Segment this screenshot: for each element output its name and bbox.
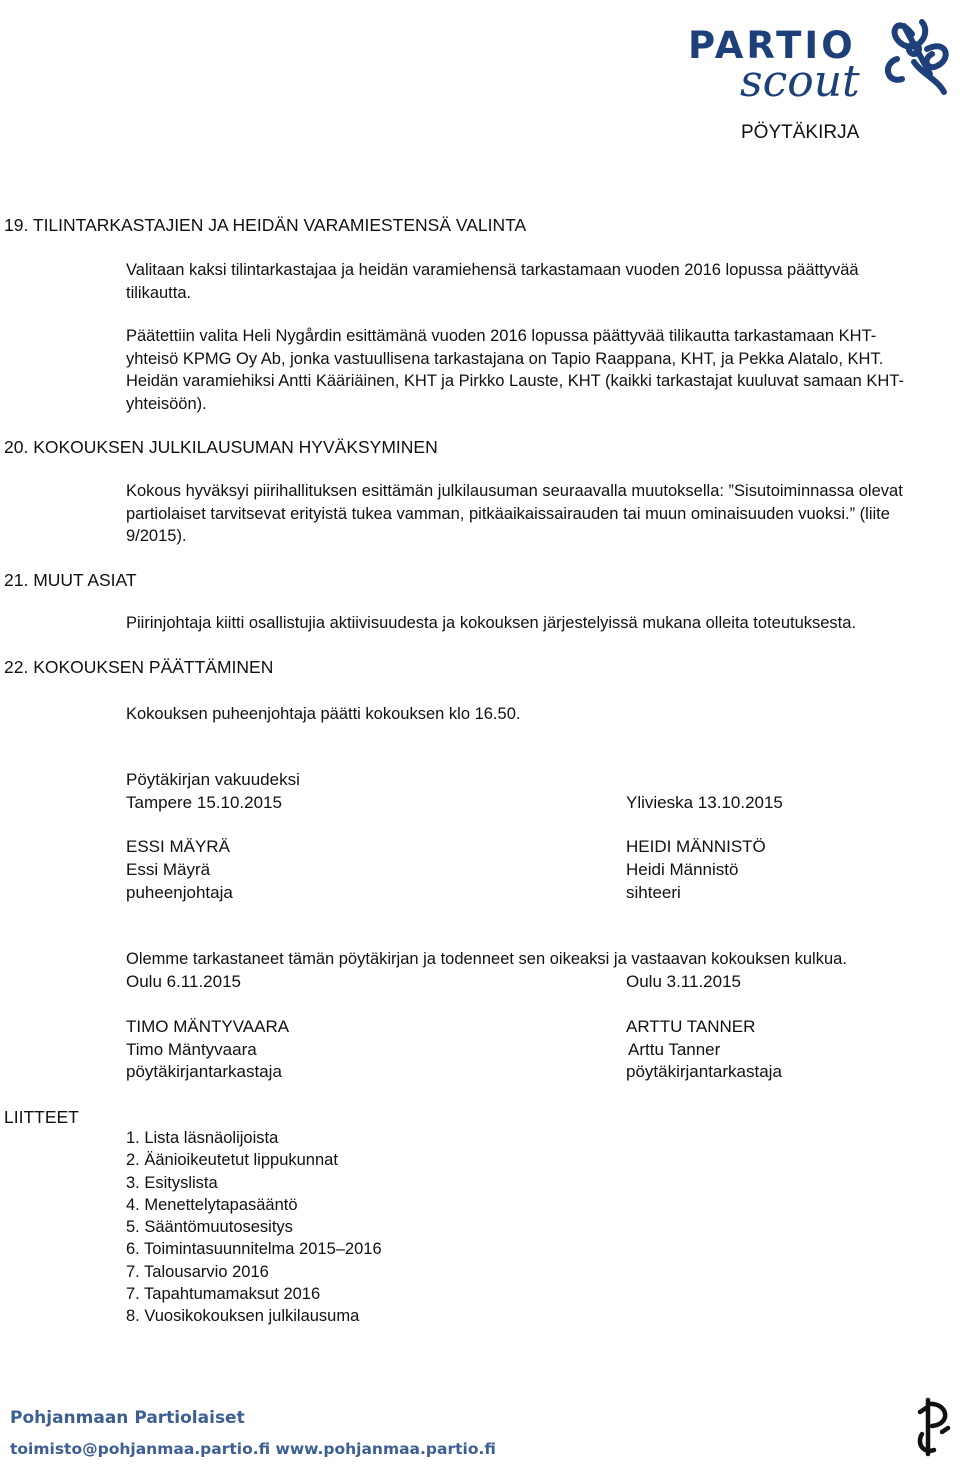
list-item: 3. Esityslista: [126, 1173, 218, 1192]
logo-text-scout: scout: [740, 56, 860, 107]
review-left-place-date: Oulu 6.11.2015: [126, 972, 241, 991]
signatures-right-place-date: Ylivieska 13.10.2015: [626, 793, 783, 812]
section-19-paragraph-1: Valitaan kaksi tilintarkastajaa ja heidän varamiehensä tarkastamaan vuoden 2016 lopussa päättyvää tilikautta.: [126, 261, 859, 302]
section-19-heading: 19. TILINTARKASTAJIEN JA HEIDÄN VARAMIESTENSÄ VALINTA: [4, 215, 527, 235]
section-21-heading: 21. MUUT ASIAT: [4, 570, 137, 590]
signatures-right-role: sihteeri: [626, 883, 681, 902]
list-item: 1. Lista läsnäolijoista: [126, 1129, 279, 1147]
review-right-signature: ARTTU TANNER: [626, 1017, 756, 1036]
section-20-heading: 20. KOKOUKSEN JULKILAUSUMAN HYVÄKSYMINEN: [4, 437, 438, 457]
signatures-left-name: Essi Mäyrä: [126, 860, 211, 879]
list-item: 4. Menettelytapasääntö: [126, 1195, 298, 1214]
list-item: 2. Äänioikeutetut lippukunnat: [126, 1151, 338, 1170]
section-19-paragraph-2: Päätettiin valita Heli Nygårdin esittämänä vuoden 2016 lopussa päättyvää tilikautta tarkastamaan KHT-yhteisö KPMG Oy Ab, jonka vastuullisena tarkastajana on Tapio Raappana, KHT, ja Pekka Alatalo, KHT. Heidän varamiehiksi Antti Kääriäinen, KHT ja Pirkko Lauste, KHT (kaikki tarkastajat kuuluvat samaan KHT-yhteisöön).: [126, 327, 904, 413]
footer-org-name: Pohjanmaan Partiolaiset: [10, 1408, 245, 1428]
signatures-right-signature: HEIDI MÄNNISTÖ: [626, 837, 766, 856]
section-22-paragraph-1: Kokouksen puheenjohtaja päätti kokouksen klo 16.50.: [126, 705, 521, 723]
list-item: 6. Toimintasuunnitelma 2015–2016: [126, 1240, 382, 1259]
attachments-list: [126, 1127, 382, 1328]
list-item: 8. Vuosikokouksen julkilausuma: [126, 1307, 360, 1326]
review-right-role: pöytäkirjantarkastaja: [626, 1062, 782, 1081]
review-statement: Olemme tarkastaneet tämän pöytäkirjan ja todenneet sen oikeaksi ja vastaavan kokouksen kulkua.: [126, 950, 847, 968]
signatures-right-name: Heidi Männistö: [626, 860, 739, 879]
footer-contact: toimisto@pohjanmaa.partio.fi www.pohjanmaa.partio.fi: [10, 1440, 496, 1458]
review-right-place-date: Oulu 3.11.2015: [626, 972, 741, 991]
section-20-paragraph-1: Kokous hyväksyi piirihallituksen esittämän julkilausuman seuraavalla muutoksella: ”Sisutoiminnassa olevat partiolaiset tarvitsevat erityistä tukea vamman, pitkäaikaissairauden tai muun ominaisuuden vuoksi.” (liite 9/2015).: [126, 482, 903, 545]
list-item: 5. Sääntömuutosesitys: [126, 1218, 293, 1237]
section-22-heading: 22. KOKOUKSEN PÄÄTTÄMINEN: [4, 657, 274, 677]
partio-monogram-icon: [914, 1394, 956, 1460]
signatures-left-signature: ESSI MÄYRÄ: [126, 837, 230, 856]
logo-text-partio: PARTIO: [688, 24, 856, 67]
review-left-signature: TIMO MÄNTYVAARA: [126, 1017, 290, 1036]
list-item: 7. Tapahtumamaksut 2016: [126, 1285, 321, 1304]
section-21-paragraph-1: Piirinjohtaja kiitti osallistujia aktiivisuudesta ja kokouksen järjestelyissä mukana olleita toteutuksesta.: [126, 614, 857, 632]
review-left-name: Timo Mäntyvaara: [126, 1040, 257, 1059]
signatures-left-place-date: Tampere 15.10.2015: [126, 793, 282, 812]
signatures-left-role: puheenjohtaja: [126, 883, 233, 902]
review-right-name: Arttu Tanner: [628, 1040, 721, 1059]
list-item: 7. Talousarvio 2016: [126, 1262, 269, 1281]
review-left-role: pöytäkirjantarkastaja: [126, 1062, 282, 1081]
attachments-heading: LIITTEET: [4, 1107, 79, 1127]
signatures-intro: Pöytäkirjan vakuudeksi: [126, 770, 300, 789]
document-type: PÖYTÄKIRJA: [741, 122, 860, 143]
